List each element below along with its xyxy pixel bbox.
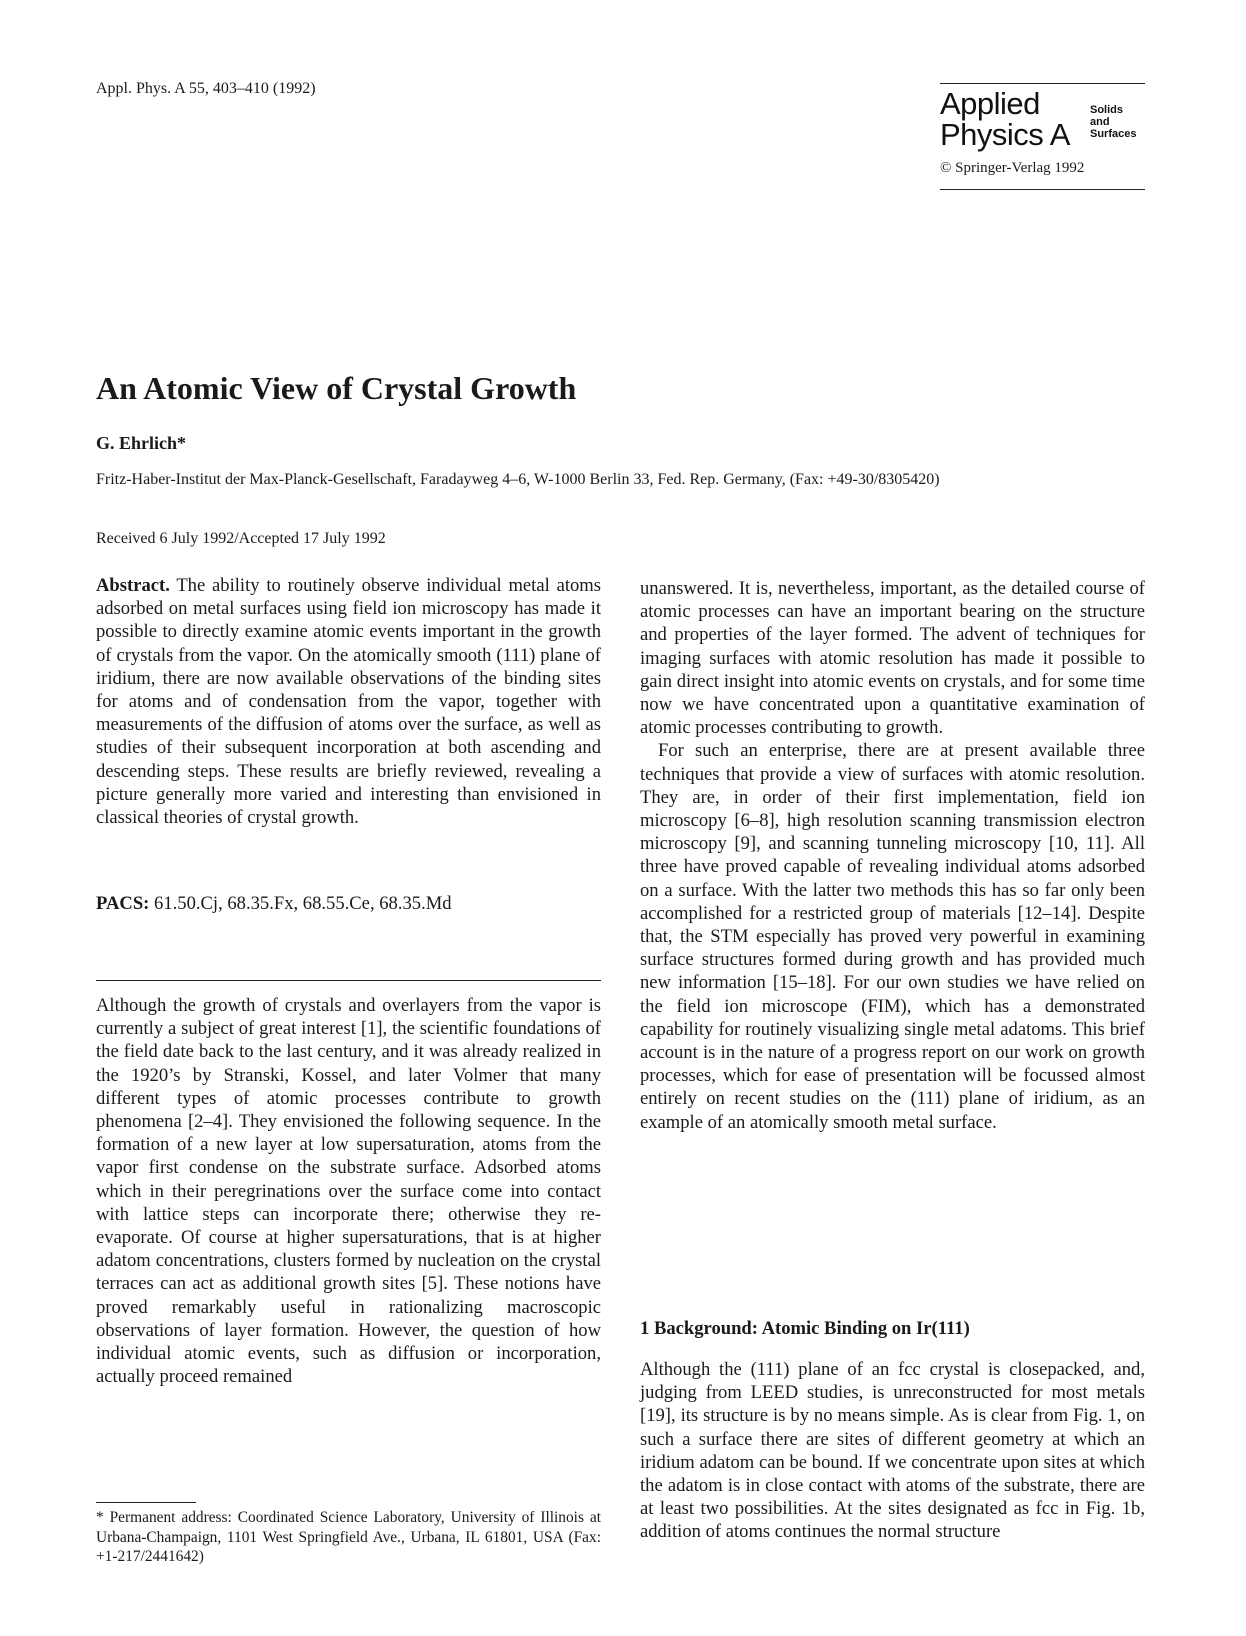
- publisher-copyright: © Springer-Verlag 1992: [940, 160, 1085, 176]
- section-text: Although the (111) plane of an fcc crystal is closepacked, and, judging from LEED studies, is unreconstructed for most metals [19], its structure is by no means simple. As is clear from Fig. 1, on such a surface there are sites of different geometry at which an iridium adatom can be bound. If we concentrate upon sites at which the adatom is in close contact with atoms of the substrate, there are at least two possibilities. At the sites designated as fcc in Fig. 1b, addition of atoms continues the normal structure: [640, 1359, 1145, 1543]
- intro-text-col2b: For such an enterprise, there are at present available three techniques that provide a view of surfaces with atomic resolution. They are, in order of their first implementation, field ion microscopy [6–8], high resolution scanning transmission electron microscopy [9], and scanning tunneling microscopy [10, 11]. All three have proved capable of revealing individual atoms adsorbed on a surface. With the latter two methods this has so far only been accomplished for a restricted group of materials [12–14]. Despite that, the STM especially has proved very powerful in examining surface structures formed during growth and has provided much new information [15–18]. For our own studies we have relied on the field ion microscope (FIM), which has a demonstrated capability for routinely visualizing single metal adatoms. This brief account is in the nature of a progress report on our work on growth processes, which for ease of presentation will be focussed almost entirely on recent studies on the (111) plane of iridium, as an example of an atomically smooth metal surface.: [640, 740, 1145, 1133]
- pacs-label: PACS:: [96, 893, 150, 914]
- pacs: [96, 892, 601, 915]
- journal-citation: Appl. Phys. A 55, 403–410 (1992): [96, 80, 316, 97]
- footnote-rule: [96, 1502, 196, 1503]
- intro-text-col1: Although the growth of crystals and overlayers from the vapor is currently a subject of great interest [1], the scientific foundations of the field date back to the last century, and it was already realized in the 1920’s by Stranski, Kossel, and later Volmer that many different types of atomic processes contribute to growth phenomena [2–4]. They envisioned the following sequence. In the formation of a new layer at low supersaturation, atoms from the vapor first condense on the substrate surface. Adsorbed atoms which in their peregrinations over the surface come into contact with lattice steps can incorporate there; otherwise they re-evaporate. Of course at higher supersaturations, that is at higher adatom concentrations, clusters formed by nucleation on the crystal terraces can act as additional growth sites [5]. These notions have proved remarkably useful in rationalizing macroscopic observations of layer formation. However, the question of how individual atomic events, such as diffusion or incorporation, actually proceed remained: [96, 995, 601, 1388]
- abstract-divider: [96, 980, 601, 981]
- journal-subtitle-line2: and: [1090, 116, 1110, 128]
- footnote: * Permanent address: Coordinated Science Laboratory, University of Illinois at Urbana-Champaign, 1101 West Springfield Ave., Urbana, IL 61801, USA (Fax: +1-217/2441642): [96, 1509, 601, 1565]
- received-dates: Received 6 July 1992/Accepted 17 July 1992: [96, 530, 386, 547]
- pacs-codes: 61.50.Cj, 68.35.Fx, 68.55.Ce, 68.35.Md: [154, 893, 452, 914]
- section-heading: 1 Background: Atomic Binding on Ir(111): [640, 1318, 970, 1339]
- abstract-text: The ability to routinely observe individual metal atoms adsorbed on metal surfaces using field ion microscopy has made it possible to directly examine atomic events important in the growth of crystals from the vapor. On the atomically smooth (111) plane of iridium, there are now available observations of the binding sites for atoms and of condensation from the vapor, together with measurements of the diffusion of atoms over the surface, as well as studies of their subsequent incorporation at both ascending and descending steps. These results are briefly reviewed, revealing a picture generally more varied and interesting than envisioned in classical theories of crystal growth.: [96, 575, 601, 829]
- intro-paragraph-col1: [96, 994, 601, 1388]
- intro-text-col2a: unanswered. It is, nevertheless, important, as the detailed course of atomic processes can have an important bearing on the structure and properties of the layer formed. The advent of techniques for imaging surfaces with atomic resolution has made it possible to gain direct insight into atomic events on crystals, and for some time now we have concentrated upon a quantitative examination of atomic processes contributing to growth.: [640, 578, 1145, 739]
- intro-paragraph-col2: [640, 577, 1145, 1134]
- paper-title: An Atomic View of Crystal Growth: [96, 370, 577, 406]
- journal-name-line2: Physics A: [940, 117, 1070, 152]
- paper-author: G. Ehrlich*: [96, 433, 187, 453]
- journal-subtitle: [1090, 104, 1136, 140]
- section-paragraph: [640, 1358, 1145, 1544]
- journal-name-line1: Applied: [940, 86, 1040, 121]
- journal-logo: [940, 83, 1145, 190]
- author-affiliation: Fritz-Haber-Institut der Max-Planck-Gesellschaft, Faradayweg 4–6, W-1000 Berlin 33, Fed. Rep. Germany, (Fax: +49-30/8305420): [96, 471, 940, 488]
- journal-subtitle-line3: Surfaces: [1090, 128, 1137, 140]
- abstract: [96, 574, 601, 829]
- journal-subtitle-line1: Solids: [1090, 104, 1124, 116]
- abstract-label: Abstract.: [96, 575, 170, 596]
- journal-name: [940, 88, 1070, 150]
